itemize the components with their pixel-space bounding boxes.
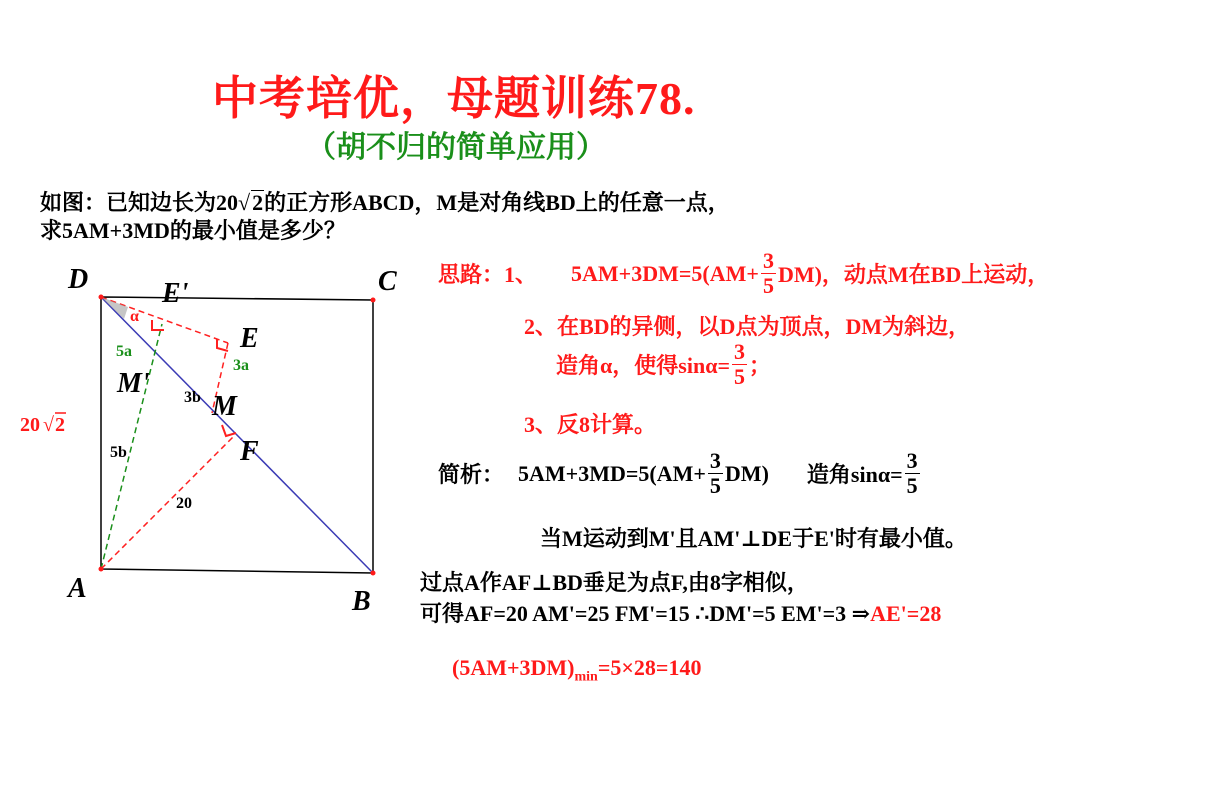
label-3a: 3a: [233, 357, 249, 374]
label-m: M: [212, 391, 237, 422]
point-a: [99, 567, 104, 572]
problem-line-1: 如图：已知边长为20√2的正方形ABCD，M是对角线BD上的任意一点，: [40, 190, 730, 215]
label-3b: 3b: [184, 389, 201, 406]
label-e: E: [240, 323, 259, 354]
brief-eq-text-b: DM): [724, 460, 769, 486]
approach-step-1: [438, 250, 1049, 297]
brief-line-4: [420, 597, 941, 628]
label-a: A: [68, 573, 87, 604]
side-length-radical: √: [43, 414, 54, 436]
diagonal-bd: [101, 297, 373, 573]
approach-step-1-text-a: 5AM+3DM=5(AM+: [571, 260, 759, 286]
page-title: 中考培优，母题训练78.: [212, 73, 696, 124]
brief-sin-text: 造角sinα=: [806, 462, 903, 487]
approach-step-3: 3、反8计算。: [524, 412, 657, 437]
label-e-prime: E': [162, 278, 189, 309]
problem-text-b: 的正方形ABCD，M是对角线BD上的任意一点，: [264, 190, 730, 215]
brief-equation: [438, 450, 922, 497]
page-subtitle: （胡不归的简单应用）: [306, 131, 606, 164]
label-c: C: [378, 266, 397, 297]
point-d: [99, 295, 104, 300]
side-length-value: 20: [20, 414, 40, 436]
result-text-b: =5×28=140: [597, 655, 702, 680]
label-d: D: [68, 264, 89, 295]
label-5b: 5b: [110, 444, 127, 461]
brief-eq-text-a: 5AM+3MD=5(AM+: [518, 460, 706, 486]
label-5a: 5a: [116, 343, 132, 360]
problem-line-2: 求5AM+3MD的最小值是多少？: [40, 218, 346, 243]
label-b: B: [352, 586, 371, 617]
brief-line-4-highlight: AE'=28: [870, 601, 942, 626]
approach-step-2b-text-b: ；: [749, 353, 772, 378]
angle-alpha-wedge: [101, 297, 128, 319]
point-b: [371, 571, 376, 576]
point-c: [371, 298, 376, 303]
label-20: 20: [176, 495, 192, 512]
approach-step-1-number: 1、: [504, 262, 538, 287]
approach-step-1-text-b: DM)，动点M在BD上运动，: [777, 262, 1050, 287]
final-result: [452, 655, 701, 685]
brief-line-2: 当M运动到M'且AM'⊥DE于E'时有最小值。: [540, 526, 967, 551]
brief-line-4-text: 可得AF=20 AM'=25 FM'=15 ∴DM'=5 EM'=3 ⇒: [420, 601, 871, 626]
label-alpha: α: [130, 308, 139, 325]
brief-line-3: 过点A作AF⊥BD垂足为点F,由8字相似，: [420, 570, 809, 595]
approach-step-2b: [556, 341, 771, 388]
side-length-sqrt: 2: [55, 414, 65, 436]
right-angle-e: [217, 339, 228, 351]
approach-label: 思路：: [438, 262, 505, 287]
geometry-diagram: [0, 250, 420, 620]
approach-step-2b-text-a: 造角α，使得sinα=: [556, 353, 731, 378]
problem-text-a: 如图：已知边长为20: [40, 190, 239, 215]
brief-eq-fraction: $\frac{3}{5}$: [709, 448, 721, 498]
brief-sin-fraction: $\frac{3}{5}$: [906, 448, 918, 498]
result-text-a: (5AM+3DM): [452, 655, 575, 680]
approach-step-1-fraction: $\frac{3}{5}$: [762, 248, 774, 298]
approach-step-2b-fraction: $\frac{3}{5}$: [734, 339, 746, 389]
approach-step-2: 2、在BD的异侧，以D点为顶点，DM为斜边，: [524, 314, 971, 339]
label-f: F: [240, 436, 259, 467]
brief-label: 简析：: [438, 462, 505, 487]
problem-sqrt: 2: [252, 190, 264, 215]
result-subscript: min: [574, 669, 598, 685]
label-m-prime: M': [117, 368, 150, 399]
